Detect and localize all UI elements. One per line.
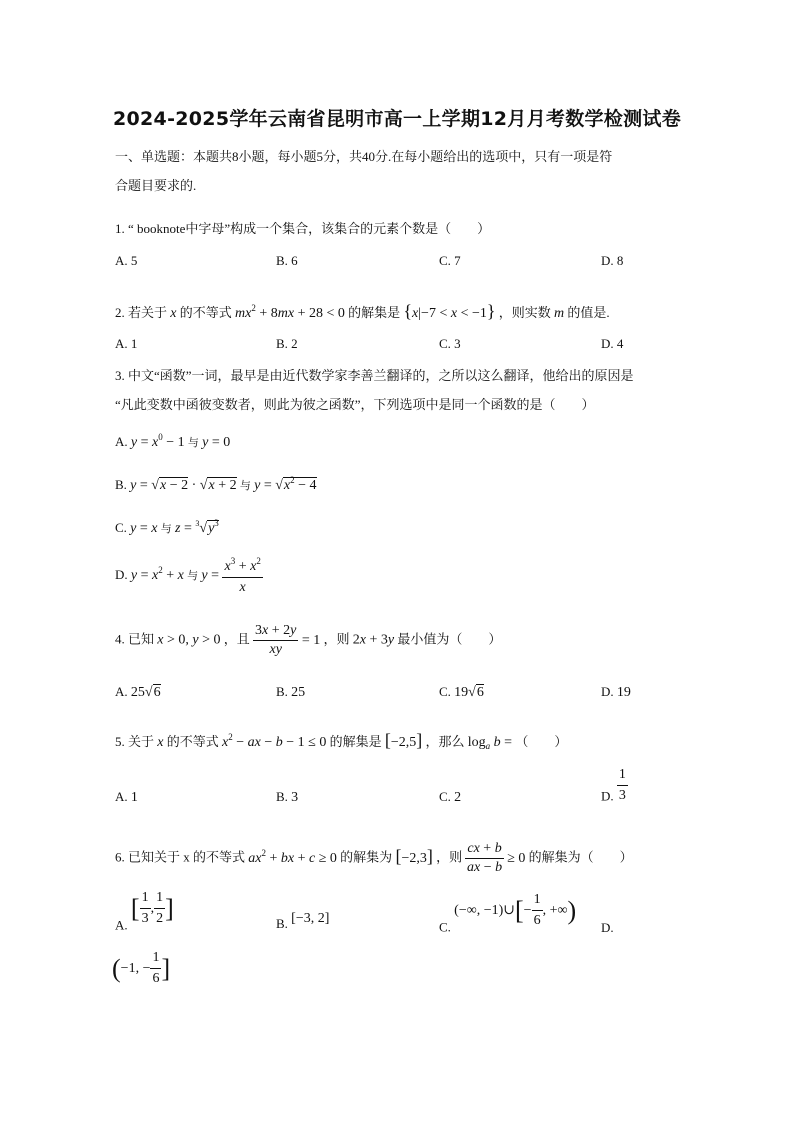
- q2-stem: [115, 302, 610, 321]
- q4-stem: [115, 624, 501, 657]
- q4-option-a-label: A.: [115, 684, 128, 699]
- q5-inequality: $x^2$ − ax − b − 1 ≤ 0: [222, 732, 327, 750]
- q2-text-2: 的不等式: [179, 305, 232, 320]
- q4-condition: x > 0, y > 0: [157, 632, 221, 648]
- q6-option-c: [439, 892, 576, 936]
- q4-option-b-label: B.: [276, 684, 288, 699]
- q5-option-d: [601, 767, 628, 805]
- q3-option-c-yu: 与: [160, 523, 172, 535]
- q6-option-c-value: (−∞, −1)∪[− $\frac{1}{6}$ , +∞): [454, 892, 577, 928]
- q4-option-c-label: C.: [439, 684, 451, 699]
- q4-text-2: ，且: [223, 631, 250, 647]
- q2-option-c: C. 3: [439, 336, 461, 351]
- q4-option-b-value: 25: [291, 685, 306, 700]
- q3-option-c-expr2: $z = ^3√y^3$: [175, 518, 219, 536]
- q2-text-3: 的解集是: [348, 305, 401, 320]
- q5-text-3: 的解集是: [329, 734, 382, 749]
- q4-text-1: 4. 已知: [115, 631, 155, 647]
- q1-option-c: C. 7: [439, 253, 461, 268]
- q2-solution-set: {x|−7 < x < −1}: [403, 301, 496, 321]
- q4-option-d-label: D.: [601, 684, 614, 699]
- q6-option-d: [112, 950, 170, 987]
- q2-option-a: A. 1: [115, 336, 138, 351]
- q3-option-a-expr2: y = 0: [202, 435, 231, 450]
- q4-option-a-value: 25√6: [130, 685, 161, 700]
- q2-text-1: 2. 若关于: [115, 305, 168, 320]
- q5-text-5: （ ）: [515, 734, 568, 749]
- q4-option-d: [601, 684, 631, 701]
- q6-stem: [115, 842, 633, 875]
- q6-text-4: 的解集为（ ）: [528, 849, 633, 865]
- q5-option-b-label: B.: [276, 789, 288, 804]
- q4-option-d-value: 19: [616, 685, 631, 700]
- q6-option-d-value: (−1, − $\frac{1}{6}$ ]: [112, 950, 171, 986]
- q4-text-3: ，则: [323, 631, 350, 647]
- q3-option-a: [115, 432, 230, 451]
- q3-option-d-expr1: $y = x^2 + x$: [130, 565, 184, 584]
- q5-option-d-value: $\frac{1}{3}$: [618, 767, 626, 803]
- q4-option-b: [276, 684, 305, 701]
- q6-fraction-inequality: $\frac{cx + b}{ax - b}$ ≥ 0: [466, 841, 526, 875]
- q5-interval: [−2,5]: [384, 730, 423, 750]
- q3-stem-line1: 3. 中文“函数”一词，最早是由近代数学家李善兰翻译的，之所以这么翻译，他给出的原因是: [115, 368, 634, 383]
- q6-option-a-label: A.: [115, 917, 128, 933]
- section-heading-line1: 一、单选题：本题共8小题，每小题5分，共40分.在每小题给出的选项中，只有一项是符: [115, 149, 613, 164]
- q5-text-1: 5. 关于: [115, 734, 155, 749]
- q3-option-d-yu: 与: [187, 570, 199, 583]
- q5-text-4: ，那么: [425, 734, 465, 749]
- q5-option-a: [115, 789, 138, 806]
- q3-option-c: [115, 518, 219, 537]
- q3-option-b: [115, 475, 317, 494]
- exam-title: 2024-2025学年云南省昆明市高一上学期12月月考数学检测试卷: [113, 108, 681, 130]
- q6-option-d-label: D.: [601, 920, 614, 935]
- q5-text-2: 的不等式: [166, 734, 219, 749]
- q2-text-4: ，则实数: [498, 305, 551, 320]
- q3-option-a-label: A.: [115, 434, 128, 449]
- q3-option-a-expr1: $y = x^0 - 1$: [130, 432, 185, 450]
- q5-stem: [115, 731, 567, 751]
- q1-option-b: B. 6: [276, 253, 298, 268]
- q6-option-b-value: [−3, 2]: [291, 911, 330, 926]
- q5-option-c: [439, 789, 461, 806]
- q3-option-d-label: D.: [115, 567, 128, 583]
- q5-option-a-value: 1: [130, 790, 138, 805]
- q6-text-2: 的解集为: [340, 849, 393, 865]
- q5-option-d-label: D.: [601, 788, 614, 804]
- q2-text-5: 的值是.: [567, 305, 610, 320]
- q3-option-c-expr1: y = x: [130, 521, 158, 536]
- q6-option-a-value: [ $\frac{1}{3}$ , $\frac{1}{2}$ ]: [130, 890, 174, 926]
- q6-text-3: ，则: [436, 849, 463, 865]
- q3-option-a-yu: 与: [187, 437, 199, 449]
- q4-option-c-value: 19√6: [454, 685, 484, 700]
- q6-option-b: [276, 910, 329, 932]
- q3-stem-line2: “凡此变数中函彼变数者，则此为彼之函数”，下列选项中是同一个函数的是（ ）: [115, 397, 595, 412]
- q4-target: 2x + 3y: [352, 632, 395, 648]
- q4-option-a: [115, 684, 161, 701]
- q3-option-b-yu: 与: [239, 480, 251, 492]
- q3-option-b-expr1: y = √x − 2 · √x + 2: [130, 478, 237, 493]
- q2-var-m: m: [554, 306, 565, 321]
- q4-text-4: 最小值为（ ）: [397, 631, 502, 647]
- q2-option-d: D. 4: [601, 336, 624, 351]
- q1-option-a: A. 5: [115, 253, 138, 268]
- q3-option-d-expr2: y = $\frac{x^3 + x^2}{x}$: [201, 556, 261, 595]
- q6-inequality: $ax^2$ + bx + c ≥ 0: [248, 847, 337, 866]
- q4-equation: $\frac{3x + 2y}{xy}$ = 1: [255, 623, 321, 657]
- q2-var-x: x: [170, 306, 177, 321]
- q6-interval: [−2,3]: [395, 845, 433, 866]
- q5-option-a-label: A.: [115, 789, 128, 804]
- q3-option-b-expr2: $y = √x^2 - 4$: [254, 475, 317, 493]
- q1-stem: 1. “ booknote中字母”构成一个集合，该集合的元素个数是（ ）: [115, 221, 491, 236]
- q5-option-b: [276, 789, 298, 806]
- section-heading-line2: 合题目要求的.: [115, 178, 197, 193]
- q5-var-x: x: [157, 735, 164, 750]
- q2-option-b: B. 2: [276, 336, 298, 351]
- q5-option-c-label: C.: [439, 789, 451, 804]
- q6-option-c-label: C.: [439, 919, 451, 935]
- q2-inequality: $mx^2 + 8mx + 28 < 0$: [235, 303, 345, 321]
- q3-option-b-label: B.: [115, 477, 127, 492]
- q4-option-c: [439, 684, 484, 701]
- q3-option-d: [115, 556, 263, 596]
- q5-option-b-value: 3: [291, 790, 299, 805]
- q6-text-1: 6. 已知关于 x 的不等式: [115, 849, 246, 865]
- q6-option-a: [115, 890, 174, 934]
- q5-log: $\log_a b$ =: [467, 735, 513, 751]
- q5-option-c-value: 2: [454, 790, 462, 805]
- q6-option-b-label: B.: [276, 916, 288, 931]
- q3-option-c-label: C.: [115, 520, 127, 535]
- q1-option-d: D. 8: [601, 253, 624, 268]
